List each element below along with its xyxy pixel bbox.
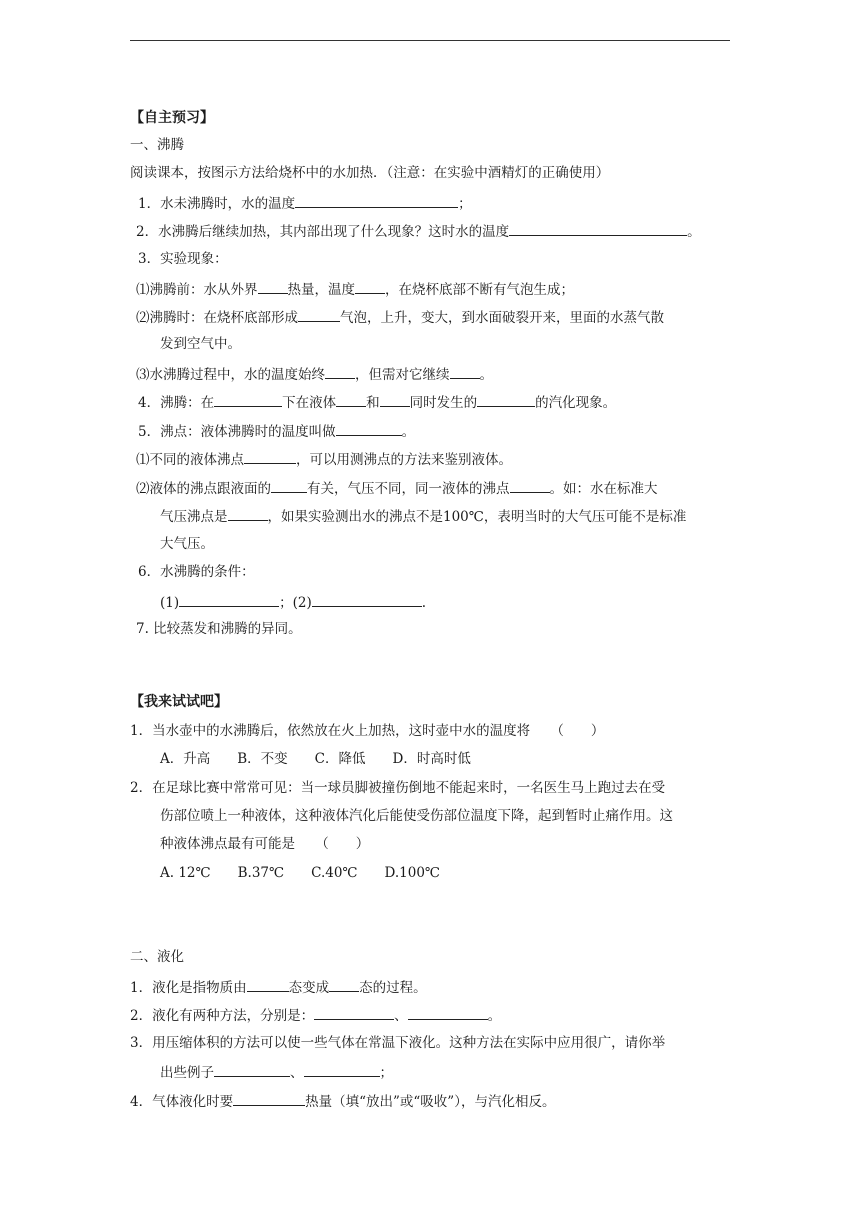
q5-2-cont2: 大气压。 <box>160 536 214 552</box>
r2: 2．液化有两种方法，分别是： 、 。 <box>130 1008 502 1024</box>
q5-2: ⑵液体的沸点跟液面的 有关，气压不同，同一液体的沸点 。如：水在标准大 <box>136 481 658 497</box>
answer-blank[interactable] <box>450 365 480 379</box>
subsection-liquefaction: 二、液化 <box>130 949 184 965</box>
q3-1: ⑴沸腾前：水从外界 热量，温度 ，在烧杯底部不断有气泡生成； <box>136 282 574 298</box>
r1: 1．液化是指物质由 态变成 态的过程。 <box>130 980 427 996</box>
answer-blank[interactable] <box>258 280 288 294</box>
q5: 5．沸点：液体沸腾时的温度叫做 。 <box>138 424 416 440</box>
p1: 1．当水壶中的水沸腾后，依然放在火上加热，这时壶中水的温度将 （ ） <box>130 723 605 739</box>
answer-blank[interactable] <box>510 479 550 493</box>
q1: 1．水未沸腾时，水的温度 ； <box>138 196 472 212</box>
answer-blank[interactable] <box>228 507 268 521</box>
subsection-boiling: 一、沸腾 <box>130 137 184 153</box>
q6-answers: (1) ；(2) . <box>160 595 427 611</box>
q5-1: ⑴不同的液体沸点 ，可以用测沸点的方法来鉴别液体。 <box>136 452 512 468</box>
section-title-try: 【我来试试吧】 <box>130 694 228 710</box>
answer-blank[interactable] <box>509 222 687 236</box>
r3-cont: 出些例子 、 ； <box>160 1065 393 1081</box>
section-title-preview: 【自主预习】 <box>130 110 214 126</box>
p2-line3: 种液体沸点最有可能是 （ ） <box>160 836 370 852</box>
answer-blank[interactable] <box>179 593 279 607</box>
q2: 2．水沸腾后继续加热，其内部出现了什么现象？这时水的温度 。 <box>136 224 701 240</box>
answer-blank[interactable] <box>295 194 458 208</box>
q7: 7. 比较蒸发和沸腾的异同。 <box>136 621 302 637</box>
q4: 4．沸腾：在 下在液体 和 同时发生的 的汽化现象。 <box>138 395 617 411</box>
q3-2-cont: 发到空气中。 <box>160 336 241 352</box>
r4: 4．气体液化时要 热量（填“放出”或“吸收”），与汽化相反。 <box>130 1094 556 1110</box>
answer-blank[interactable] <box>244 450 296 464</box>
answer-blank[interactable] <box>247 978 289 992</box>
r3: 3．用压缩体积的方法可以使一些气体在常温下液化。这种方法在实际中应用很广，请你举 <box>130 1035 666 1051</box>
answer-blank[interactable] <box>214 393 282 407</box>
answer-blank[interactable] <box>304 1063 380 1077</box>
q3: 3．实验现象： <box>138 251 228 267</box>
answer-blank[interactable] <box>380 393 410 407</box>
answer-blank[interactable] <box>408 1006 488 1020</box>
answer-blank[interactable] <box>336 393 366 407</box>
p1-options[interactable]: A．升高 B．不变 C．降低 D．时高时低 <box>160 751 471 767</box>
p2-options[interactable]: A. 12℃ B.37℃ C.40℃ D.100℃ <box>160 865 441 881</box>
answer-blank[interactable] <box>325 365 355 379</box>
answer-blank[interactable] <box>233 1092 305 1106</box>
q3-3: ⑶水沸腾过程中，水的温度始终 ，但需对它继续 。 <box>136 367 493 383</box>
q5-2-cont: 气压沸点是 ，如果实验测出水的沸点不是100℃，表明当时的大气压可能不是标准 <box>160 509 687 525</box>
answer-blank[interactable] <box>312 593 422 607</box>
intro-text: 阅读课本，按图示方法给烧杯中的水加热．（注意：在实验中酒精灯的正确使用） <box>130 165 610 181</box>
answer-blank[interactable] <box>329 978 359 992</box>
answer-blank[interactable] <box>314 1006 394 1020</box>
p2-line1: 2．在足球比赛中常常可见：当一球员脚被撞伤倒地不能起来时，一名医生马上跑过去在受 <box>130 780 666 796</box>
p2-line2: 伤部位喷上一种液体，这种液体汽化后能使受伤部位温度下降，起到暂时止痛作用。这 <box>160 808 673 824</box>
answer-blank[interactable] <box>477 393 535 407</box>
answer-blank[interactable] <box>336 422 402 436</box>
header-rule <box>130 40 730 41</box>
answer-blank[interactable] <box>271 479 307 493</box>
q3-2: ⑵沸腾时：在烧杯底部形成 气泡，上升，变大，到水面破裂开来，里面的水蒸气散 <box>136 310 664 326</box>
q6: 6．水沸腾的条件： <box>138 564 255 580</box>
answer-blank[interactable] <box>355 280 385 294</box>
answer-blank[interactable] <box>298 308 340 322</box>
answer-blank[interactable] <box>214 1063 290 1077</box>
